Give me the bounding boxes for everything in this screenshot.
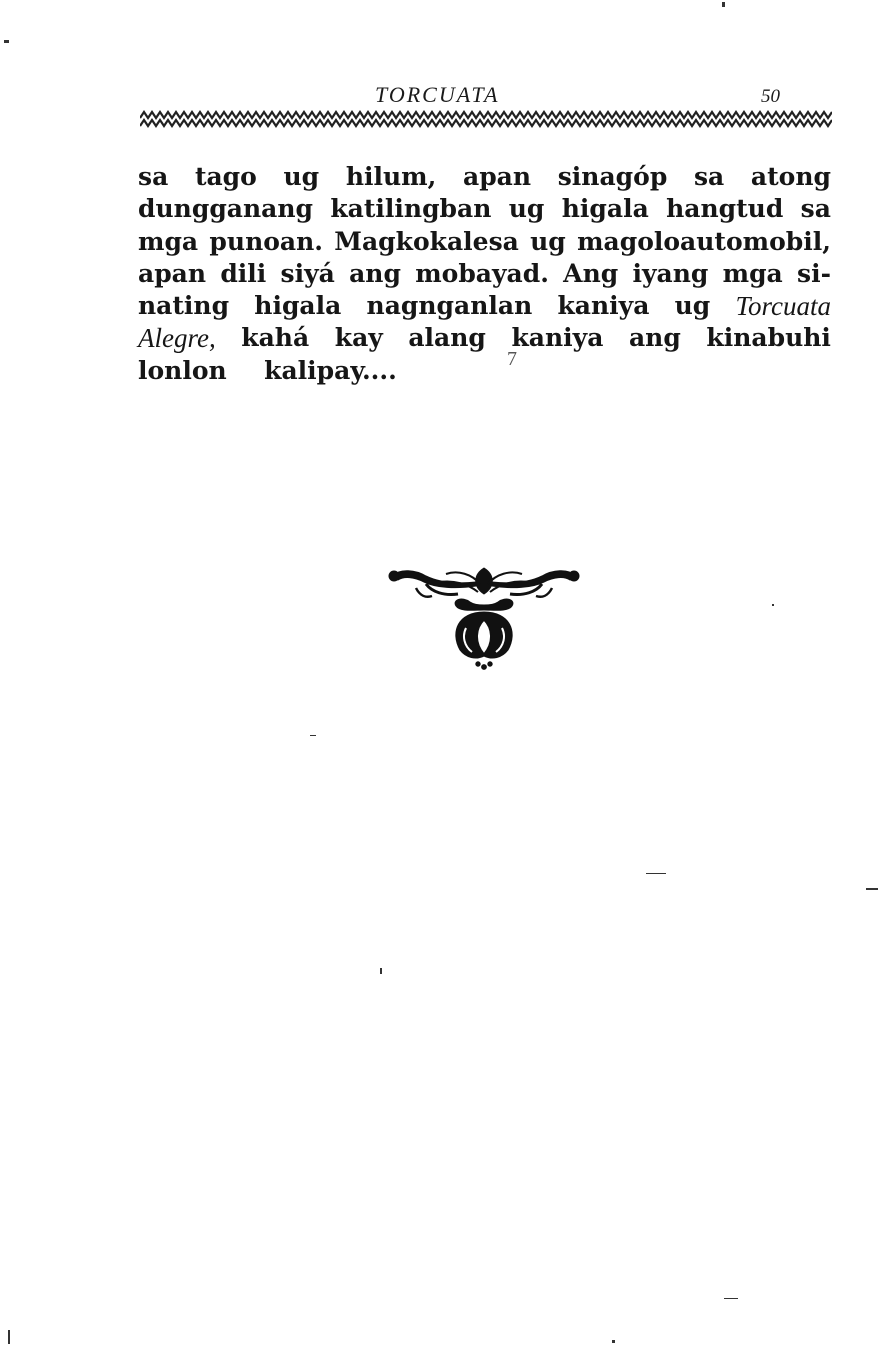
text-line	[138, 258, 831, 290]
running-title: TORCUATA	[375, 82, 500, 107]
word: ug	[530, 226, 566, 256]
word: iyang	[632, 258, 709, 288]
text-line	[138, 161, 831, 193]
word: siyá	[280, 258, 335, 288]
word: kinabuhi	[706, 323, 831, 353]
word: apan	[463, 162, 532, 191]
word: dili	[220, 258, 267, 288]
zigzag-rule-icon	[140, 108, 832, 130]
word: kaniya	[557, 291, 650, 321]
word: kay	[334, 323, 383, 353]
word: Ang	[563, 258, 619, 288]
scan-speck	[4, 40, 9, 43]
word: atong	[750, 162, 831, 191]
scan-speck	[646, 873, 666, 874]
word: sa	[800, 194, 831, 224]
word: mga	[138, 226, 199, 256]
word: kahá	[241, 323, 310, 353]
scan-speck	[310, 735, 316, 736]
word: punoan.	[209, 226, 324, 256]
word: tago	[194, 162, 257, 191]
word: apan	[138, 258, 207, 288]
word: ug	[674, 291, 711, 321]
italic-word: Alegre,	[138, 323, 216, 354]
floral-tailpiece-ornament-icon	[386, 562, 582, 672]
word: katilingban	[330, 194, 492, 224]
word: sinagóp	[557, 162, 668, 191]
word: ug	[283, 162, 320, 191]
text-line	[138, 290, 831, 322]
word: kalipay....	[264, 355, 397, 385]
word: higala	[254, 291, 342, 321]
word: nating	[138, 291, 230, 321]
text-line	[138, 226, 831, 258]
word: alang	[408, 323, 486, 353]
scan-speck	[8, 1330, 10, 1344]
word: si-	[797, 258, 831, 288]
word: higala	[561, 194, 649, 224]
text-line	[138, 322, 831, 354]
page-number: 50	[761, 86, 780, 107]
word: hangtud	[666, 194, 784, 224]
word: magoloautomobil,	[577, 226, 831, 256]
scan-speck	[380, 968, 382, 974]
word: ang	[628, 323, 681, 353]
word: dungganang	[138, 194, 314, 224]
word: hilum,	[345, 162, 437, 191]
word: mobayad.	[415, 258, 549, 288]
text-line	[138, 355, 831, 387]
word: nagnganlan	[366, 291, 533, 321]
word: sa	[693, 162, 725, 191]
scan-speck	[722, 2, 725, 7]
stray-mark: 7	[507, 348, 517, 370]
word: ug	[508, 194, 545, 224]
scan-speck	[612, 1340, 615, 1343]
body-paragraph	[138, 161, 831, 387]
scan-speck	[772, 604, 774, 606]
scan-speck	[866, 888, 878, 890]
word: mga	[722, 258, 783, 288]
word: sa	[138, 162, 169, 191]
word: Magkokalesa	[334, 226, 519, 256]
word: lonlon	[138, 355, 227, 385]
word: kaniya	[511, 323, 604, 353]
italic-word: Torcuata	[735, 291, 831, 322]
word: ang	[349, 258, 401, 288]
scan-speck	[724, 1298, 738, 1299]
text-line	[138, 193, 831, 225]
